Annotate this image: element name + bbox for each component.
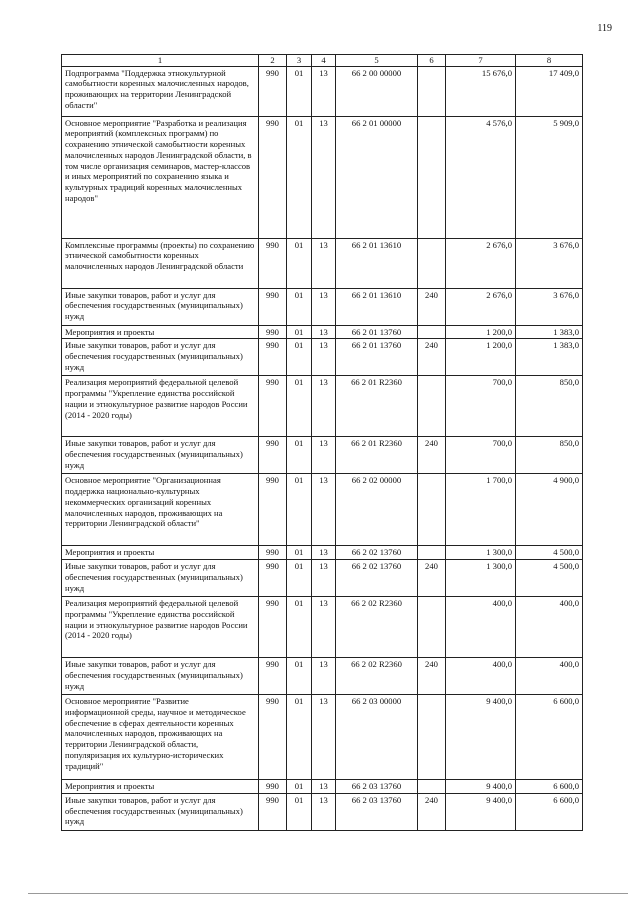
- cell-amount-2: 4 500,0: [516, 546, 583, 560]
- cell-code-2: 990: [259, 116, 287, 238]
- cell-code-3: 01: [287, 288, 312, 325]
- cell-target-article: 66 2 02 13760: [336, 546, 418, 560]
- table-row: [62, 597, 583, 658]
- row-name: Иные закупки товаров, работ и услуг для обеспечения государственных (муниципальных) нужд: [62, 339, 259, 376]
- table-row: [62, 474, 583, 546]
- cell-code-3: 01: [287, 376, 312, 437]
- row-name: Иные закупки товаров, работ и услуг для обеспечения государственных (муниципальных) нужд: [62, 793, 259, 830]
- cell-code-4: 13: [312, 597, 336, 658]
- row-name: Основное мероприятие "Организационная поддержка национально-культурных некоммерческих организаций коренных малочисленных народов, проживающих на территории Ленинградской области": [62, 474, 259, 546]
- cell-amount-2: 17 409,0: [516, 66, 583, 116]
- column-header-8: 8: [516, 55, 583, 67]
- table-row: [62, 780, 583, 794]
- cell-target-article: 66 2 02 R2360: [336, 658, 418, 695]
- cell-amount-1: 9 400,0: [446, 793, 516, 830]
- cell-target-article: 66 2 02 00000: [336, 474, 418, 546]
- table-row: [62, 116, 583, 238]
- cell-code-2: 990: [259, 658, 287, 695]
- cell-code-2: 990: [259, 597, 287, 658]
- cell-expense-type: [418, 597, 446, 658]
- cell-target-article: 66 2 01 13610: [336, 288, 418, 325]
- row-name: Реализация мероприятий федеральной целевой программы "Укрепление единства российской нации и этнокультурное развитие народов России (2014 - 2020 годы): [62, 376, 259, 437]
- cell-expense-type: [418, 780, 446, 794]
- cell-code-3: 01: [287, 546, 312, 560]
- cell-expense-type: [418, 695, 446, 780]
- cell-amount-2: 3 676,0: [516, 238, 583, 288]
- cell-amount-2: 1 383,0: [516, 339, 583, 376]
- cell-code-4: 13: [312, 376, 336, 437]
- cell-code-3: 01: [287, 474, 312, 546]
- cell-code-2: 990: [259, 695, 287, 780]
- cell-expense-type: [418, 238, 446, 288]
- table-row: [62, 339, 583, 376]
- cell-expense-type: 240: [418, 658, 446, 695]
- cell-code-4: 13: [312, 793, 336, 830]
- cell-code-2: 990: [259, 288, 287, 325]
- cell-code-3: 01: [287, 695, 312, 780]
- table-row: [62, 325, 583, 339]
- table-row: [62, 66, 583, 116]
- cell-expense-type: [418, 474, 446, 546]
- table-row: [62, 546, 583, 560]
- cell-code-2: 990: [259, 339, 287, 376]
- cell-amount-2: 850,0: [516, 437, 583, 474]
- row-name: Иные закупки товаров, работ и услуг для обеспечения государственных (муниципальных) нужд: [62, 658, 259, 695]
- row-name: Мероприятия и проекты: [62, 325, 259, 339]
- cell-target-article: 66 2 01 00000: [336, 116, 418, 238]
- cell-amount-1: 2 676,0: [446, 238, 516, 288]
- cell-expense-type: 240: [418, 437, 446, 474]
- table-row: [62, 793, 583, 830]
- cell-amount-2: 5 909,0: [516, 116, 583, 238]
- row-name: Основное мероприятие "Разработка и реализация мероприятий (комплексных программ) по сохранению этнической самобытности коренных малочисленных народов Ленинградской области, в том числе организация семинаров, мастер-классов и иных мероприятий по сохранению языка и культурных традиций коренных малочисленных народов": [62, 116, 259, 238]
- cell-code-2: 990: [259, 238, 287, 288]
- cell-code-4: 13: [312, 437, 336, 474]
- cell-amount-2: 4 500,0: [516, 560, 583, 597]
- cell-code-2: 990: [259, 793, 287, 830]
- cell-code-2: 990: [259, 437, 287, 474]
- cell-code-2: 990: [259, 66, 287, 116]
- cell-amount-2: 400,0: [516, 658, 583, 695]
- cell-code-4: 13: [312, 546, 336, 560]
- column-header-4: 4: [312, 55, 336, 67]
- cell-amount-2: 4 900,0: [516, 474, 583, 546]
- cell-code-3: 01: [287, 437, 312, 474]
- cell-expense-type: [418, 546, 446, 560]
- cell-code-4: 13: [312, 116, 336, 238]
- cell-amount-2: 6 600,0: [516, 793, 583, 830]
- row-name: Основное мероприятие "Развитие информационной среды, научное и методическое обеспечение в сферах деятельности коренных малочисленных народов, проживающих на территории Ленинградской области, популяризация их культурно-исторических традиций": [62, 695, 259, 780]
- cell-code-2: 990: [259, 780, 287, 794]
- cell-code-2: 990: [259, 560, 287, 597]
- page-number: 119: [597, 23, 612, 34]
- table-row: [62, 376, 583, 437]
- cell-amount-1: 1 300,0: [446, 546, 516, 560]
- table-row: [62, 560, 583, 597]
- cell-expense-type: [418, 325, 446, 339]
- row-name: Мероприятия и проекты: [62, 546, 259, 560]
- cell-target-article: 66 2 01 R2360: [336, 437, 418, 474]
- cell-amount-2: 6 600,0: [516, 780, 583, 794]
- cell-amount-2: 850,0: [516, 376, 583, 437]
- cell-expense-type: 240: [418, 339, 446, 376]
- cell-target-article: 66 2 01 13760: [336, 325, 418, 339]
- row-name: Реализация мероприятий федеральной целевой программы "Укрепление единства российской нации и этнокультурное развитие народов России (2014 - 2020 годы): [62, 597, 259, 658]
- cell-code-4: 13: [312, 238, 336, 288]
- cell-amount-1: 2 676,0: [446, 288, 516, 325]
- cell-code-2: 990: [259, 325, 287, 339]
- cell-amount-1: 1 300,0: [446, 560, 516, 597]
- table-row: [62, 695, 583, 780]
- cell-amount-1: 400,0: [446, 658, 516, 695]
- column-header-3: 3: [287, 55, 312, 67]
- cell-code-3: 01: [287, 66, 312, 116]
- cell-amount-1: 700,0: [446, 437, 516, 474]
- cell-code-3: 01: [287, 339, 312, 376]
- cell-amount-1: 700,0: [446, 376, 516, 437]
- cell-amount-2: 6 600,0: [516, 695, 583, 780]
- cell-expense-type: 240: [418, 288, 446, 325]
- cell-code-4: 13: [312, 66, 336, 116]
- table-row: [62, 238, 583, 288]
- cell-expense-type: 240: [418, 560, 446, 597]
- cell-code-3: 01: [287, 116, 312, 238]
- cell-code-4: 13: [312, 474, 336, 546]
- cell-code-2: 990: [259, 376, 287, 437]
- row-name: Подпрограмма "Поддержка этнокультурной самобытности коренных малочисленных народов, проживающих на территории Ленинградской области": [62, 66, 259, 116]
- cell-code-2: 990: [259, 546, 287, 560]
- cell-expense-type: [418, 66, 446, 116]
- cell-target-article: 66 2 02 13760: [336, 560, 418, 597]
- cell-target-article: 66 2 03 13760: [336, 780, 418, 794]
- column-header-1: 1: [62, 55, 259, 67]
- cell-amount-1: 1 200,0: [446, 325, 516, 339]
- cell-code-4: 13: [312, 325, 336, 339]
- cell-target-article: 66 2 03 00000: [336, 695, 418, 780]
- cell-amount-2: 400,0: [516, 597, 583, 658]
- cell-amount-1: 4 576,0: [446, 116, 516, 238]
- cell-expense-type: [418, 116, 446, 238]
- row-name: Комплексные программы (проекты) по сохранению этнической самобытности коренных малочисленных народов Ленинградской области: [62, 238, 259, 288]
- cell-amount-1: 1 200,0: [446, 339, 516, 376]
- cell-expense-type: 240: [418, 793, 446, 830]
- column-header-2: 2: [259, 55, 287, 67]
- cell-target-article: 66 2 03 13760: [336, 793, 418, 830]
- column-header-7: 7: [446, 55, 516, 67]
- cell-amount-1: 15 676,0: [446, 66, 516, 116]
- cell-amount-1: 9 400,0: [446, 695, 516, 780]
- cell-code-3: 01: [287, 780, 312, 794]
- cell-code-3: 01: [287, 793, 312, 830]
- cell-amount-2: 1 383,0: [516, 325, 583, 339]
- cell-expense-type: [418, 376, 446, 437]
- row-name: Иные закупки товаров, работ и услуг для обеспечения государственных (муниципальных) нужд: [62, 437, 259, 474]
- footer-divider: [28, 893, 628, 894]
- cell-code-4: 13: [312, 695, 336, 780]
- cell-target-article: 66 2 01 R2360: [336, 376, 418, 437]
- cell-amount-1: 1 700,0: [446, 474, 516, 546]
- row-name: Иные закупки товаров, работ и услуг для обеспечения государственных (муниципальных) нужд: [62, 288, 259, 325]
- row-name: Иные закупки товаров, работ и услуг для обеспечения государственных (муниципальных) нужд: [62, 560, 259, 597]
- cell-code-3: 01: [287, 238, 312, 288]
- budget-table: [61, 54, 583, 831]
- header-row: [62, 55, 583, 67]
- cell-code-4: 13: [312, 339, 336, 376]
- cell-target-article: 66 2 02 R2360: [336, 597, 418, 658]
- cell-code-3: 01: [287, 597, 312, 658]
- cell-amount-1: 400,0: [446, 597, 516, 658]
- column-header-5: 5: [336, 55, 418, 67]
- cell-code-3: 01: [287, 560, 312, 597]
- cell-code-4: 13: [312, 658, 336, 695]
- cell-code-2: 990: [259, 474, 287, 546]
- cell-code-3: 01: [287, 325, 312, 339]
- column-header-6: 6: [418, 55, 446, 67]
- table-row: [62, 437, 583, 474]
- cell-amount-1: 9 400,0: [446, 780, 516, 794]
- cell-code-4: 13: [312, 288, 336, 325]
- cell-target-article: 66 2 00 00000: [336, 66, 418, 116]
- table-row: [62, 288, 583, 325]
- table-row: [62, 658, 583, 695]
- cell-target-article: 66 2 01 13610: [336, 238, 418, 288]
- cell-code-4: 13: [312, 560, 336, 597]
- cell-amount-2: 3 676,0: [516, 288, 583, 325]
- row-name: Мероприятия и проекты: [62, 780, 259, 794]
- cell-target-article: 66 2 01 13760: [336, 339, 418, 376]
- cell-code-4: 13: [312, 780, 336, 794]
- cell-code-3: 01: [287, 658, 312, 695]
